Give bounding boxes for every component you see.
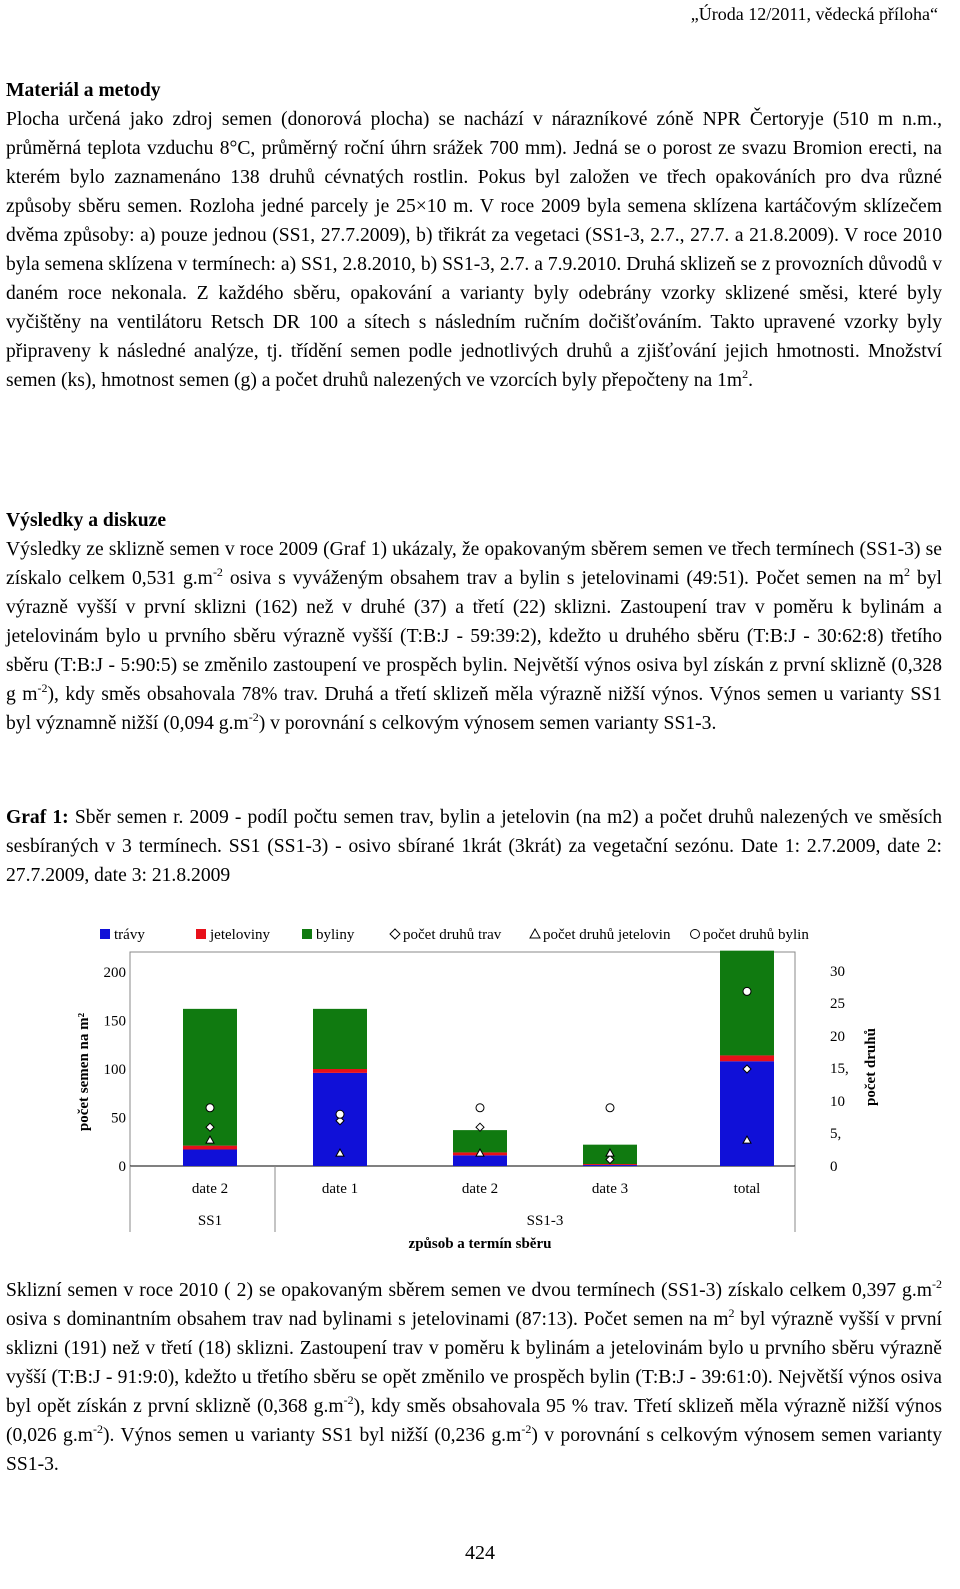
running-header: „Úroda 12/2011, vědecká příloha“ — [690, 4, 938, 24]
x-tick-label: date 2 — [461, 1181, 499, 1197]
bar-0-0 — [183, 1150, 237, 1166]
results-2010-section — [6, 1276, 942, 1479]
legend-marker-label-0: počet druhů trav — [403, 927, 502, 943]
x-tick-label: date 3 — [591, 1181, 629, 1197]
methods-paragraph: Plocha určená jako zdroj semen (donorová plocha) se nachází v nárazníkové zóně NPR Čertoryje (510 m n.m., průměrná teplota vzduchu 8°C, průměrný roční úhrn srážek 700 mm). Jedná se o porost ze svazu Bromion erecti, na kterém bylo zaznamenáno 138 druhů cévnatých rostlin. Pokus byl založen ve třech opakováních pro dva různé způsoby sběru semen. Rozloha jedné parcely je 25×10 m. V roce 2009 byla semena sklízena kartáčovým sklízečem dvěma způsoby: a) pouze jednou (SS1, 27.7.2009), b) třikrát za vegetaci (SS1-3, 2.7., 27.7. a 21.8.2009). V roce 2010 byla semena sklízena v termínech: a) SS1, 2.8.2010, b) SS1-3, 2.7. a 7.9.2010. Druhá sklizeň se z provozních důvodů v daném roce nekonala. Z každého sběru, opakování a varianty byly odebrány vzorky sklizené směsi, které byly vyčištěny na ventilátoru Retsch DR 100 a sítech s následním ručním dočišťováním. Takto upravené vzorky byly připraveny k následné analýze, tj. třídění semen podle jednotlivých druhů a zjišťování jejich hmotnosti. Množství semen (ks), hmotnost semen (g) a počet druhů nalezených ve vzorcích byly přepočteny na $1m^2$. — [6, 109, 942, 391]
bar-1-1 — [313, 1069, 367, 1073]
bar-0-3 — [583, 1165, 637, 1166]
seed-chart — [60, 912, 900, 1262]
x-axis-title: způsob a termín sběru — [408, 1236, 552, 1252]
y2-tick-label: 20 — [830, 1029, 845, 1045]
results-heading: Výsledky a diskuze — [6, 510, 167, 531]
y2-tick-label: 5, — [830, 1126, 842, 1142]
y-tick-label: 50 — [111, 1110, 126, 1127]
y2-tick-label: 0 — [830, 1159, 838, 1175]
legend-marker-1 — [530, 929, 540, 938]
x-tick-label: date 2 — [191, 1181, 229, 1197]
figure-caption — [6, 803, 942, 890]
marker-circle — [336, 1110, 344, 1118]
legend-marker-0 — [390, 929, 400, 939]
caption-label: Graf 1: — [6, 807, 69, 828]
results-paragraph: Výsledky ze sklizně semen v roce 2009 (Graf 1) ukázaly, že opakovaným sběrem semen ve třech termínech (SS1-3) se získalo celkem 0,531 $g.m^{-2}$ osiva s vyváženým obsahem trav a bylin s jetelovinami (49:51). Počet semen na $m^2$ byl výrazně vyšší v první sklizni (162) než v druhé (37) a třetí (22) sklizni. Zastoupení trav v poměru k bylinám a jetelovinám bylo u prvního sběru výrazně vyšší (T:B:J - 59:39:2), kdežto u druhého sběru (T:B:J - 30:62:8) třetího sběru (T:B:J - 5:90:5) se změnilo zastoupení ve prospěch bylin. Největší výnos osiva byl získán z první sklizně (0,328 g $m^{-2}$), kdy směs obsahovala 78% trav. Druhá a třetí sklizeň měla výrazně nižší výnos. Výnos semen u varianty SS1 byl významně nižší (0,094 $g.m^{-2}$) v porovnání s celkovým výnosem semen varianty SS1-3. — [6, 539, 943, 734]
results-section — [6, 506, 942, 738]
y2-tick-label: 15, — [830, 1061, 849, 1077]
bar-1-4 — [720, 1055, 774, 1061]
chart-bars — [183, 951, 774, 1166]
legend-marker-2 — [691, 930, 700, 939]
chart-legend — [100, 927, 809, 943]
legend-swatch-0 — [100, 929, 110, 939]
y2-tick-label: 30 — [830, 964, 845, 980]
methods-heading: Materiál a metody — [6, 80, 161, 101]
y2-axis-title: počet druhů — [863, 1028, 879, 1106]
caption-text: Sběr semen r. 2009 - podíl počtu semen trav, bylin a jetelovin (na m2) a počet druhů nalezených ve směsích sesbíraných v 3 termínech. SS1 (SS1-3) - osivo sbírané 1krát (3krát) za vegetační sezónu. Date 1: 2.7.2009, date 2: 27.7.2009, date 3: 21.8.2009 — [6, 807, 942, 886]
legend-label-2: byliny — [316, 927, 355, 943]
legend-marker-label-1: počet druhů jetelovin — [543, 927, 671, 943]
x-tick-label: total — [733, 1181, 761, 1197]
legend-swatch-2 — [302, 929, 312, 939]
y-axis-title: počet semen na m² — [76, 1012, 92, 1132]
legend-marker-label-2: počet druhů bylin — [703, 927, 809, 943]
methods-section — [6, 76, 942, 395]
x-group-label: SS1-3 — [526, 1213, 564, 1229]
marker-circle — [206, 1104, 214, 1112]
bar-0-2 — [453, 1155, 507, 1166]
page-number: 424 — [465, 1542, 495, 1564]
legend-label-1: jeteloviny — [210, 927, 270, 943]
y2-tick-label: 10 — [830, 1094, 845, 1110]
marker-circle — [743, 987, 751, 995]
y2-tick-label: 25 — [830, 996, 845, 1012]
results-2010-paragraph: Sklizní semen v roce 2010 ( 2) se opakovaným sběrem semen ve dvou termínech (SS1-3) získalo celkem 0,397 $g.m^{-2}$ osiva s dominantním obsahem trav nad bylinami s jetelovinami (87:13). Počet semen na $m^2$ byl výrazně vyšší v první sklizni (191) než v třetí (18) sklizni. Zastoupení trav v poměru k bylinám a jetelovinám bylo u prvního sběru výrazně vyšší (T:B:J - 91:9:0), kdežto u třetího sběru se opět změnilo ve prospěch bylin (T:B:J - 39:61:0). Největší výnos osiva byl opět získán z první sklizně (0,368 $g.m^{-2}$), kdy směs obsahovala 95 % trav. Třetí sklizeň měla výrazně nižší výnos (0,026 $g.m^{-2}$). Výnos semen u varianty SS1 byl nižší (0,236 $g.m^{-2}$) v porovnání s celkovým výnosem semen varianty SS1-3. — [6, 1277, 942, 1475]
bar-2-1 — [313, 1009, 367, 1069]
marker-circle — [476, 1104, 484, 1112]
y-tick-label: 0 — [118, 1159, 126, 1175]
x-group-label: SS1 — [197, 1213, 223, 1229]
marker-diamond — [476, 1123, 484, 1131]
marker-circle — [606, 1104, 614, 1112]
x-tick-label: date 1 — [321, 1181, 359, 1197]
y-tick-label: 150 — [103, 1013, 126, 1030]
y-tick-label: 200 — [103, 965, 126, 981]
bar-0-4 — [720, 1061, 774, 1166]
bar-2-4 — [720, 951, 774, 1056]
legend-swatch-1 — [196, 929, 206, 939]
bar-1-0 — [183, 1146, 237, 1150]
legend-label-0: trávy — [114, 927, 145, 943]
y-tick-label: 100 — [103, 1062, 126, 1078]
